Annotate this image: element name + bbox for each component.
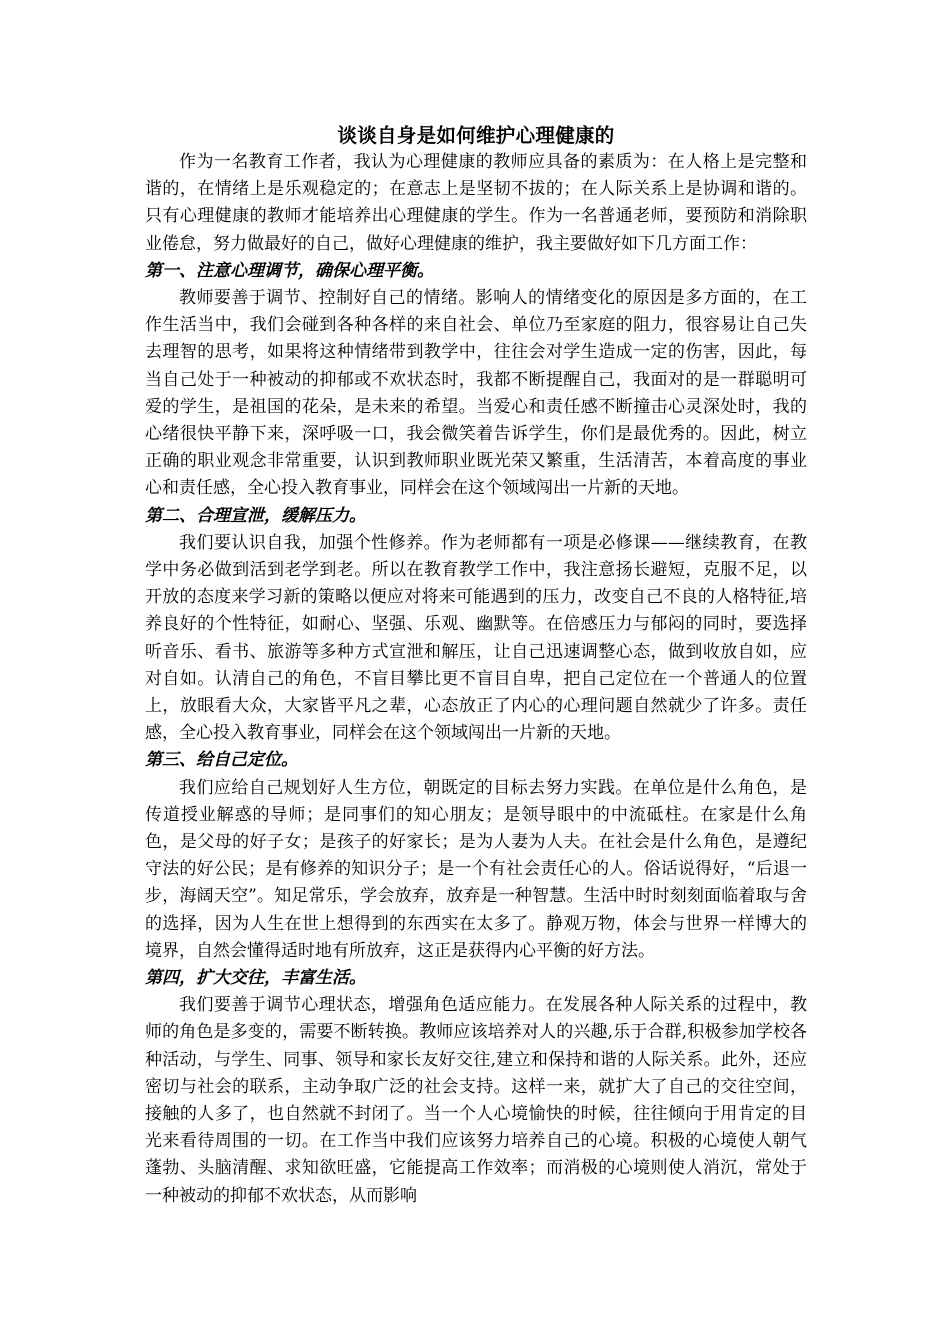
section-1-paragraph: 教师要善于调节、控制好自己的情绪。影响人的情绪变化的原因是多方面的，在工作生活当中，我们会碰到各种各样的来自社会、单位乃至家庭的阻力，很容易让自己失去理智的思考，如果将这种情绪带到教学中，往往会对学生造成一定的伤害，因此，每当自己处于一种被动的抑郁或不欢状态时，我都不断提醒自己，我面对的是一群聪明可爱的学生，是祖国的花朵，是未来的希望。当爱心和责任感不断撞击心灵深处时，我的心绪很快平静下来，深呼吸一口，我会微笑着告诉学生，你们是最优秀的。因此，树立正确的职业观念非常重要，认识到教师职业既光荣又繁重，生活清苦，本着高度的事业心和责任感，全心投入教育事业，同样会在这个领域闯出一片新的天地。 bbox=[145, 288, 807, 499]
intro-paragraph: 作为一名教育工作者，我认为心理健康的教师应具备的素质为：在人格上是完整和谐的，在情绪上是乐观稳定的；在意志上是坚韧不拔的；在人际关系上是协调和谐的。只有心理健康的教师才能培养出心理健康的学生。作为一名普通老师，要预防和消除职业倦怠，努力做最好的自己，做好心理健康的维护，我主要做好如下几方面工作： bbox=[145, 152, 807, 254]
section-2-heading: 第二、合理宣泄，缓解压力。 bbox=[145, 505, 366, 526]
section-3-heading: 第三、给自己定位。 bbox=[145, 750, 298, 771]
section-1-heading: 第一、注意心理调节，确保心理平衡。 bbox=[145, 260, 434, 281]
section-3-paragraph: 我们应给自己规划好人生方位，朝既定的目标去努力实践。在单位是什么角色，是传道授业解惑的导师；是同事们的知心朋友；是领导眼中的中流砥柱。在家是什么角色，是父母的好子女；是孩子的好家长；是为人妻为人夫。在社会是什么角色，是遵纪守法的好公民；是有修养的知识分子；是一个有社会责任心的人。俗话说得好，“后退一步，海阔天空”。知足常乐，学会放弃，放弃是一种智慧。生活中时时刻刻面临着取与舍的选择，因为人生在世上想得到的东西实在太多了。静观万物，体会与世界一样博大的境界，自然会懂得适时地有所放弃，这正是获得内心平衡的好方法。 bbox=[145, 777, 807, 961]
document-page bbox=[145, 122, 807, 1210]
section-4-heading: 第四，扩大交往，丰富生活。 bbox=[145, 968, 366, 989]
section-2-paragraph: 我们要认识自我，加强个性修养。作为老师都有一项是必修课——继续教育，在教学中务必做到活到老学到老。所以在教育教学工作中，我注意扬长避短，克服不足，以开放的态度来学习新的策略以便应对将来可能遇到的压力，改变自己不良的人格特征,培养良好的个性特征，如耐心、坚强、乐观、幽默等。在倍感压力与郁闷的同时，要选择听音乐、看书、旅游等多种方式宣泄和解压，让自己迅速调整心态，做到收放自如，应对自如。认清自己的角色，不盲目攀比更不盲目自卑，把自己定位在一个普通人的位置上，放眼看大众，大家皆平凡之辈，心态放正了内心的心理问题自然就少了许多。责任感，全心投入教育事业，同样会在这个领域闯出一片新的天地。 bbox=[145, 532, 807, 744]
section-4-paragraph: 我们要善于调节心理状态，增强角色适应能力。在发展各种人际关系的过程中，教师的角色是多变的，需要不断转换。教师应该培养对人的兴趣,乐于合群,积极参加学校各种活动，与学生、同事、领导和家长友好交往,建立和保持和谐的人际关系。此外，还应密切与社会的联系，主动争取广泛的社会支持。这样一来，就扩大了自己的交往空间，接触的人多了，也自然就不封闭了。当一个人心境愉快的时候，往往倾向于用肯定的目光来看待周围的一切。在工作当中我们应该努力培养自己的心境。积极的心境使人朝气蓬勃、头脑清醒、求知欲旺盛，它能提高工作效率；而消极的心境则使人消沉，常处于一种被动的抑郁不欢状态，从而影响 bbox=[145, 995, 807, 1206]
document-title: 谈谈自身是如何维护心理健康的 bbox=[337, 124, 615, 147]
